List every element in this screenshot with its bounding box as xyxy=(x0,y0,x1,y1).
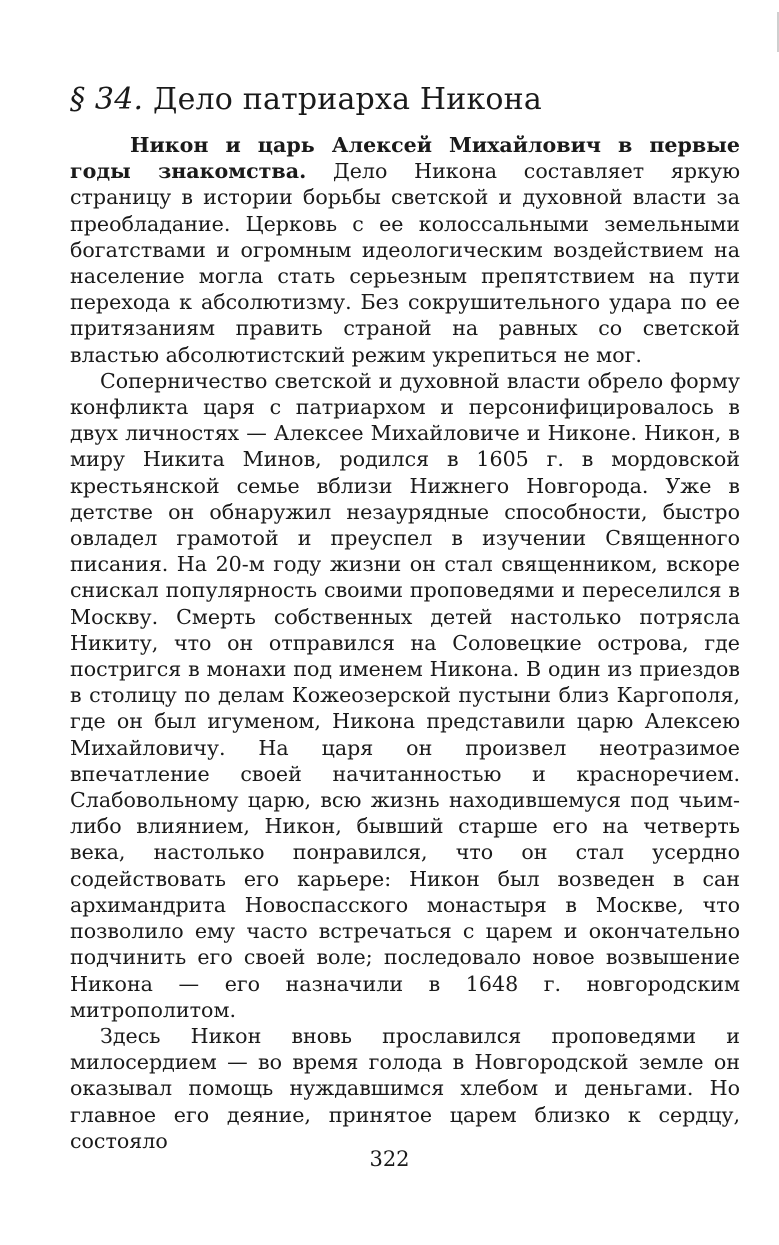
body-text xyxy=(70,132,740,1154)
section-number: § 34. xyxy=(70,82,144,117)
paragraph-3: Здесь Никон вновь прославился проповедями и милосердием — во время голода в Новгородской земле он оказывал помощь нуждавшимся хлебом и деньгами. Но главное его деяние, принятое царем близко к сердцу, состояло xyxy=(70,1023,740,1153)
page-number: 322 xyxy=(369,1147,410,1171)
paragraph-2: Соперничество светской и духовной власти обрело форму конфликта царя с патриархом и персонифицировалось в двух личностях — Алексее Михайловиче и Никоне. Никон, в миру Никита Минов, родился в 1605 г. в мордовской крестьянской семье вблизи Нижнего Новгорода. Уже в детстве он обнаружил незаурядные способности, быстро овладел грамотой и преуспел в изучении Священного писания. На 20-м году жизни он стал священником, вскоре снискал популярность своими проповедями и переселился в Москву. Смерть собственных детей настолько потрясла Никиту, что он отправился на Соловецкие острова, где постригся в монахи под именем Никона. В один из приездов в столицу по делам Кожеозерской пустыни близ Каргополя, где он был игуменом, Никона представили царю Алексею Михайловичу. На царя он произвел неотразимое впечатление своей начитанностью и красноречием. Слабовольному царю, всю жизнь находившемуся под чьим-либо влиянием, Никон, бывший старше его на четверть века, настолько понравился, что он стал усердно содействовать его карьере: Никон был возведен в сан архимандрита Новоспасского монастыря в Москве, что позволило ему часто встречаться с царем и окончательно подчинить его своей воле; последовало новое возвышение Никона — его назначили в 1648 г. новгородским митрополитом. xyxy=(70,368,740,1022)
paragraph-text: Дело Никона составляет яркую страницу в истории борьбы светской и духовной власти за преобладание. Церковь с ее колоссальными земельными богатствами и огромным идеологическим воздействием на население могла стать серьезным препятствием на пути перехода к абсолютизму. Без сокрушительного удара по ее притязаниям править страной на равных со светской властью абсолютистский режим укрепиться не мог. xyxy=(70,159,741,367)
book-page xyxy=(70,72,740,1154)
section-title: Дело патриарха Никона xyxy=(153,82,542,117)
section-heading xyxy=(70,82,740,118)
paragraph-1 xyxy=(70,132,740,368)
paragraph-lead: Никон и царь Алексей Михайлович в первые годы знакомства. xyxy=(70,133,740,184)
